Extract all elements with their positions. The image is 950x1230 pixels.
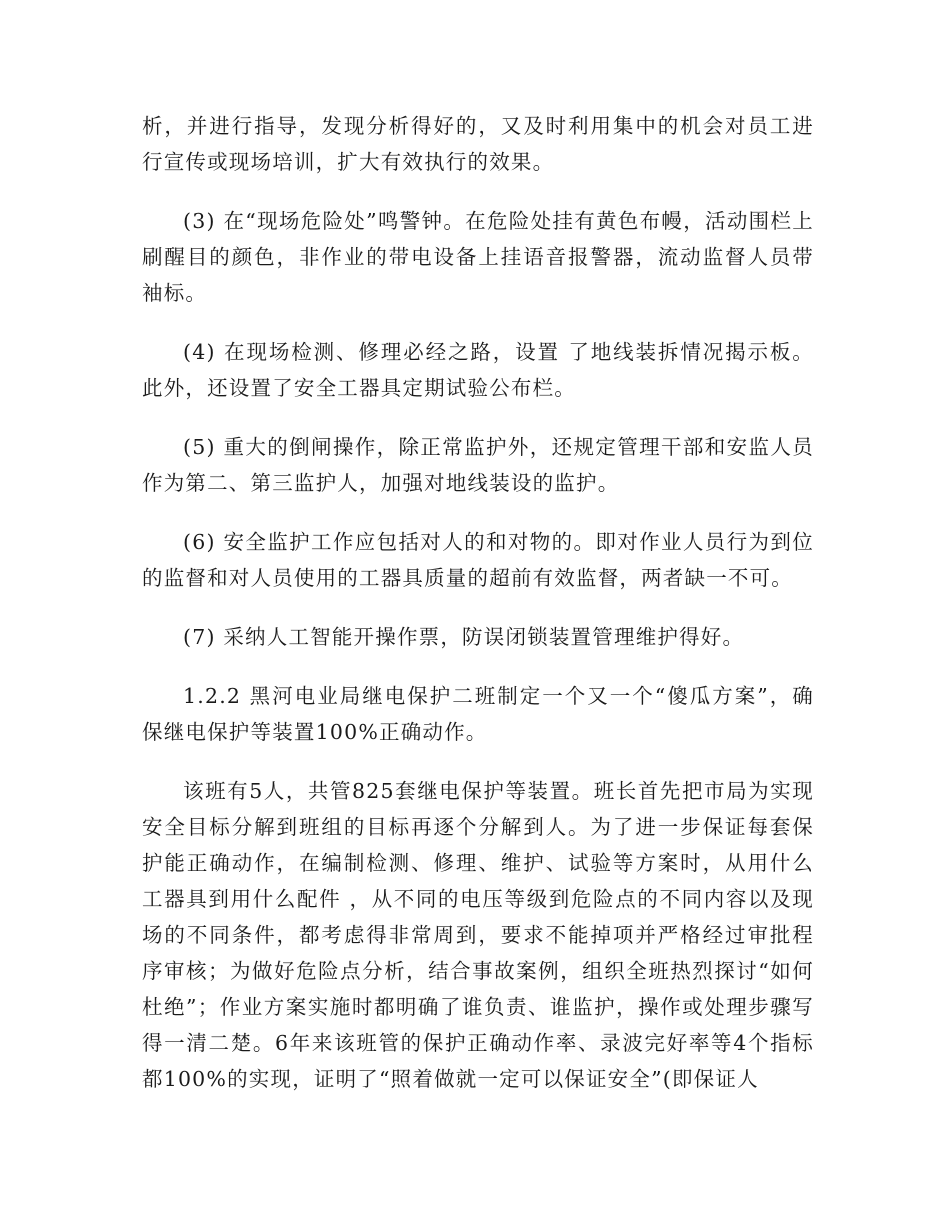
paragraph-item-5: (5) 重大的倒闸操作，除正常监护外，还规定管理干部和安监人员作为第二、第三监护人，加强对地线装设的监护。 bbox=[142, 435, 814, 495]
paragraph-item-6: (6) 安全监护工作应包括对人的和对物的。即对作业人员行为到位的监督和对人员使用的工器具质量的超前有效监督，两者缺一不可。 bbox=[142, 530, 814, 590]
paragraph-item-4: (4) 在现场检测、修理必经之路，设置 了地线装拆情况揭示板。此外，还设置了安全工器具定期试验公布栏。 bbox=[142, 340, 814, 400]
paragraph-continuation: 析，并进行指导，发现分析得好的，又及时利用集中的机会对员工进行宣传或现场培训，扩大有效执行的效果。 bbox=[142, 114, 814, 174]
paragraph-item-7: (7) 采纳人工智能开操作票，防误闭锁装置管理维护得好。 bbox=[183, 625, 745, 649]
document-body bbox=[142, 108, 814, 1097]
paragraph-item-3: (3) 在“现场危险处”鸣警钟。在危险处挂有黄色布幔，活动围栏上刷醒目的颜色，非作业的带电设备上挂语音报警器，流动监督人员带袖标。 bbox=[142, 209, 814, 305]
section-heading-1-2-2: 1.2.2 黑河电业局继电保护二班制定一个又一个“傻瓜方案”，确保继电保护等装置100%正确动作。 bbox=[142, 684, 814, 744]
paragraph-team-description: 该班有5人，共管825套继电保护等装置。班长首先把市局为实现安全目标分解到班组的目标再逐个分解到人。为了进一步保证每套保护能正确动作，在编制检测、修理、维护、试验等方案时，从用什么工器具到用什么配件 ，从不同的电压等级到危险点的不同内容以及现场的不同条件，都考虑得非常周到，要求不能掉项并严格经过审批程序审核；为做好危险点分析，结合事故案例，组织全班热烈探讨“如何杜绝”；作业方案实施时都明确了谁负责、谁监护，操作或处理步骤写得一清二楚。6年来该班管的保护正确动作率、录波完好率等4个指标都100%的实现，证明了“照着做就一定可以保证安全”(即保证人 bbox=[142, 779, 814, 1091]
